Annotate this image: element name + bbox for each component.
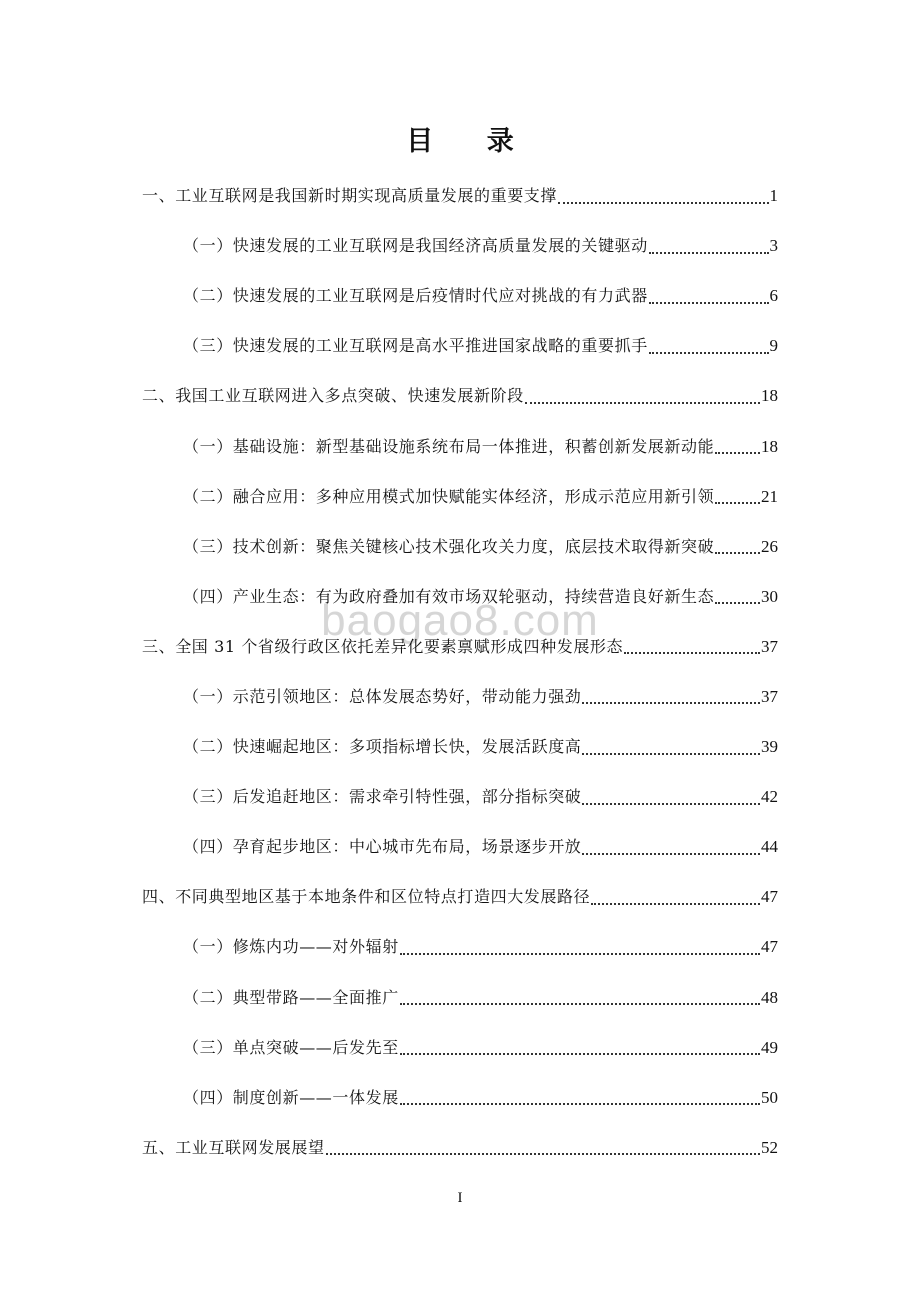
page-number: I — [457, 1190, 463, 1206]
toc-dot-leader — [649, 301, 769, 304]
toc-entry-page-number: 42 — [761, 787, 778, 807]
toc-entry-section[interactable] — [142, 722, 778, 772]
toc-entry-title: （一）修炼内功——对外辐射 — [183, 937, 399, 957]
toc-entry-page-number: 3 — [769, 236, 778, 256]
toc-entry-page-number: 18 — [761, 436, 778, 456]
toc-entry-title: （一）示范引领地区：总体发展态势好，带动能力强劲 — [183, 686, 582, 706]
toc-entry-page-number: 30 — [761, 586, 778, 606]
toc-entry-section[interactable] — [142, 1073, 778, 1123]
toc-entry-title: （四）孕育起步地区：中心城市先布局，场景逐步开放 — [183, 837, 582, 857]
toc-entry-page-number: 37 — [761, 686, 778, 706]
toc-entry-section[interactable] — [142, 772, 778, 822]
toc-entry-title: 四、不同典型地区基于本地条件和区位特点打造四大发展路径 — [142, 887, 591, 907]
toc-dot-leader — [400, 1002, 760, 1005]
toc-entry-page-number: 47 — [761, 937, 778, 957]
toc-entry-title: 三、全国 31 个省级行政区依托差异化要素禀赋形成四种发展形态 — [142, 636, 624, 656]
toc-entry-page-number: 1 — [769, 186, 778, 206]
toc-dot-leader — [715, 451, 760, 454]
toc-dot-leader — [715, 601, 760, 604]
toc-entry-title: （二）融合应用：多种应用模式加快赋能实体经济，形成示范应用新引领 — [183, 486, 715, 506]
toc-entry-section[interactable] — [142, 321, 778, 371]
toc-dot-leader — [582, 701, 760, 704]
toc-entry-title: （二）快速崛起地区：多项指标增长快，发展活跃度高 — [183, 737, 582, 757]
toc-dot-leader — [525, 401, 760, 404]
toc-entry-page-number: 37 — [761, 636, 778, 656]
toc-dot-leader — [649, 251, 769, 254]
toc-entry-section[interactable] — [142, 672, 778, 722]
watermark: baogao8.com — [321, 596, 599, 645]
toc-dot-leader — [624, 651, 760, 654]
toc-dot-leader — [558, 201, 768, 204]
toc-dot-leader — [582, 802, 760, 805]
toc-entry-title: （三）技术创新：聚焦关键核心技术强化攻关力度，底层技术取得新突破 — [183, 536, 715, 556]
toc-entry-page-number: 26 — [761, 536, 778, 556]
toc-entry-title: （三）单点突破——后发先至 — [183, 1037, 399, 1057]
toc-dot-leader — [400, 1102, 760, 1105]
toc-entry-page-number: 39 — [761, 737, 778, 757]
toc-entry-chapter[interactable] — [142, 872, 778, 922]
toc-entry-page-number: 44 — [761, 837, 778, 857]
toc-dot-leader — [400, 952, 760, 955]
toc-entry-page-number: 21 — [761, 486, 778, 506]
toc-entry-chapter[interactable] — [142, 171, 778, 221]
toc-entry-chapter[interactable] — [142, 371, 778, 421]
toc-entry-section[interactable] — [142, 472, 778, 522]
toc-entry-title: 五、工业互联网发展展望 — [142, 1137, 325, 1157]
toc-entry-page-number: 50 — [761, 1087, 778, 1107]
toc-dot-leader — [582, 852, 760, 855]
toc-entry-chapter[interactable] — [142, 622, 778, 672]
toc-entry-section[interactable] — [142, 421, 778, 471]
toc-entry-section[interactable] — [142, 973, 778, 1023]
toc-entry-section[interactable] — [142, 572, 778, 622]
toc-entry-title: （一）基础设施：新型基础设施系统布局一体推进，积蓄创新发展新动能 — [183, 436, 715, 456]
toc-entry-section[interactable] — [142, 822, 778, 872]
toc-entry-page-number: 52 — [761, 1137, 778, 1157]
toc-dot-leader — [582, 752, 760, 755]
toc-entry-title: （三）后发追赶地区：需求牵引特性强，部分指标突破 — [183, 787, 582, 807]
toc-entry-title: 二、我国工业互联网进入多点突破、快速发展新阶段 — [142, 386, 524, 406]
toc-entry-page-number: 18 — [761, 386, 778, 406]
toc-entry-page-number: 47 — [761, 887, 778, 907]
toc-entry-page-number: 9 — [769, 336, 778, 356]
toc-dot-leader — [326, 1152, 760, 1155]
toc-entry-title: （一）快速发展的工业互联网是我国经济高质量发展的关键驱动 — [183, 236, 648, 256]
toc-dot-leader — [715, 551, 760, 554]
toc-entry-title: （四）产业生态：有为政府叠加有效市场双轮驱动，持续营造良好新生态 — [183, 586, 715, 606]
toc-entry-title: （二）快速发展的工业互联网是后疫情时代应对挑战的有力武器 — [183, 286, 648, 306]
toc-entry-page-number: 49 — [761, 1037, 778, 1057]
toc-dot-leader — [649, 351, 769, 354]
toc-entry-title: （四）制度创新——一体发展 — [183, 1087, 399, 1107]
toc-entry-section[interactable] — [142, 271, 778, 321]
toc-dot-leader — [591, 902, 760, 905]
toc-entry-title: 一、工业互联网是我国新时期实现高质量发展的重要支撑 — [142, 186, 558, 206]
toc-entry-section[interactable] — [142, 221, 778, 271]
table-of-contents — [142, 171, 778, 1173]
page-title: 目 录 — [406, 126, 536, 157]
toc-entry-chapter[interactable] — [142, 1123, 778, 1173]
toc-entry-section[interactable] — [142, 1023, 778, 1073]
toc-dot-leader — [400, 1052, 760, 1055]
toc-dot-leader — [715, 501, 760, 504]
toc-entry-title: （三）快速发展的工业互联网是高水平推进国家战略的重要抓手 — [183, 336, 648, 356]
toc-entry-section[interactable] — [142, 922, 778, 972]
toc-entry-page-number: 48 — [761, 987, 778, 1007]
toc-entry-section[interactable] — [142, 522, 778, 572]
toc-entry-title: （二）典型带路——全面推广 — [183, 987, 399, 1007]
toc-entry-page-number: 6 — [769, 286, 778, 306]
